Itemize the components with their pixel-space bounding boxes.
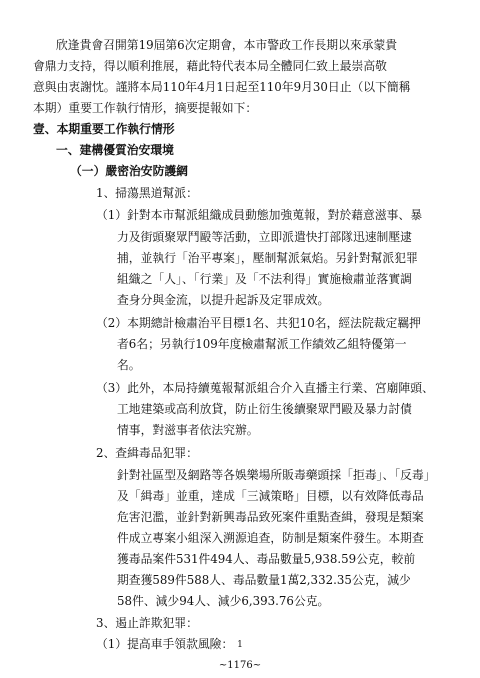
intro-line-2: 會鼎力支持，得以順利推展，藉此特代表本局全體同仁致上最崇高敬: [33, 59, 387, 73]
subsection-heading: 一、建構優質治安環境: [56, 143, 174, 157]
item-heading: （一）嚴密治安防護網: [70, 164, 188, 178]
point-1-3-line-3: 情事，對滋事者依法究辦。: [117, 423, 259, 437]
point-2-heading: 2、查緝毒品犯罪：: [96, 446, 198, 460]
intro-line-1: 欣逢貴會召開第19屆第6次定期會，本市警政工作長期以來承蒙貴: [56, 38, 398, 52]
point-1-1-line-1: （1）針對本市幫派組織成員動態加強蒐報，對於藉意滋事、暴: [96, 208, 423, 222]
point-2-line-4: 件成立專案小組深入溯源追查，防制是類案件發生。本期查: [117, 531, 424, 545]
point-1-3-line-2: 工地建築或高利放貸，防止衍生後續聚眾鬥毆及暴力討債: [117, 402, 412, 416]
point-1-2-line-3: 名。: [117, 358, 141, 372]
point-1-1-line-4: 組織之「人」、「行業」及「不法利得」實施檢肅並落實調: [117, 272, 412, 286]
point-3-1-heading: （1）提高車手領款風險：: [96, 637, 234, 651]
point-1-heading: 1、掃蕩黑道幫派：: [96, 186, 198, 200]
point-2-line-5: 獲毒品案件531件494人、毒品數量5,938.59公克，較前: [117, 552, 416, 566]
point-1-1-line-3: 捕，並執行「治平專案」，壓制幫派氣焰。另針對幫派犯罪: [117, 251, 418, 265]
point-2-line-6: 期查獲589件588人、毒品數量1萬2,332.35公克，減少: [117, 573, 411, 587]
point-1-3-line-1: （3）此外，本局持續蒐報幫派組合介入直播主行業、宮廟陣頭、: [96, 381, 434, 395]
section-heading: 壹、本期重要工作執行情形: [33, 122, 175, 136]
point-1-1-line-5: 查身分與金流，以提升起訴及定罪成效。: [117, 293, 330, 307]
point-1-1-line-2: 力及街頭聚眾鬥毆等活動，立即派遣快打部隊迅速制壓逮: [117, 230, 412, 244]
point-2-line-7: 58件、減少94人、減少6,393.76公克。: [117, 594, 330, 608]
point-2-line-3: 危害氾濫，並針對新興毒品致死案件重點查緝，發現是類案: [117, 510, 424, 524]
footer-page-number: ~1176~: [218, 660, 262, 671]
intro-line-4: 本期）重要工作執行情形，摘要提報如下：: [33, 101, 258, 115]
intro-line-3: 意與由衷謝忱。謹將本局110年4月1日起至110年9月30日止（以下簡稱: [33, 80, 411, 94]
page-number: 1: [237, 640, 243, 650]
point-2-line-2: 及「緝毒」並重，達成「三減策略」目標，以有效降低毒品: [117, 489, 424, 503]
point-1-2-line-1: （2）本期總計檢肅治平目標1名、共犯10名，經法院裁定羈押: [96, 316, 421, 330]
point-3-heading: 3、遏止詐欺犯罪：: [96, 616, 198, 630]
point-2-line-1: 針對社區型及網路等各娛樂場所販毒藥頭採「拒毒」、「反毒」: [117, 468, 436, 482]
point-1-2-line-2: 者6名；另執行109年度檢肅幫派工作績效乙組特優第一: [117, 337, 407, 351]
